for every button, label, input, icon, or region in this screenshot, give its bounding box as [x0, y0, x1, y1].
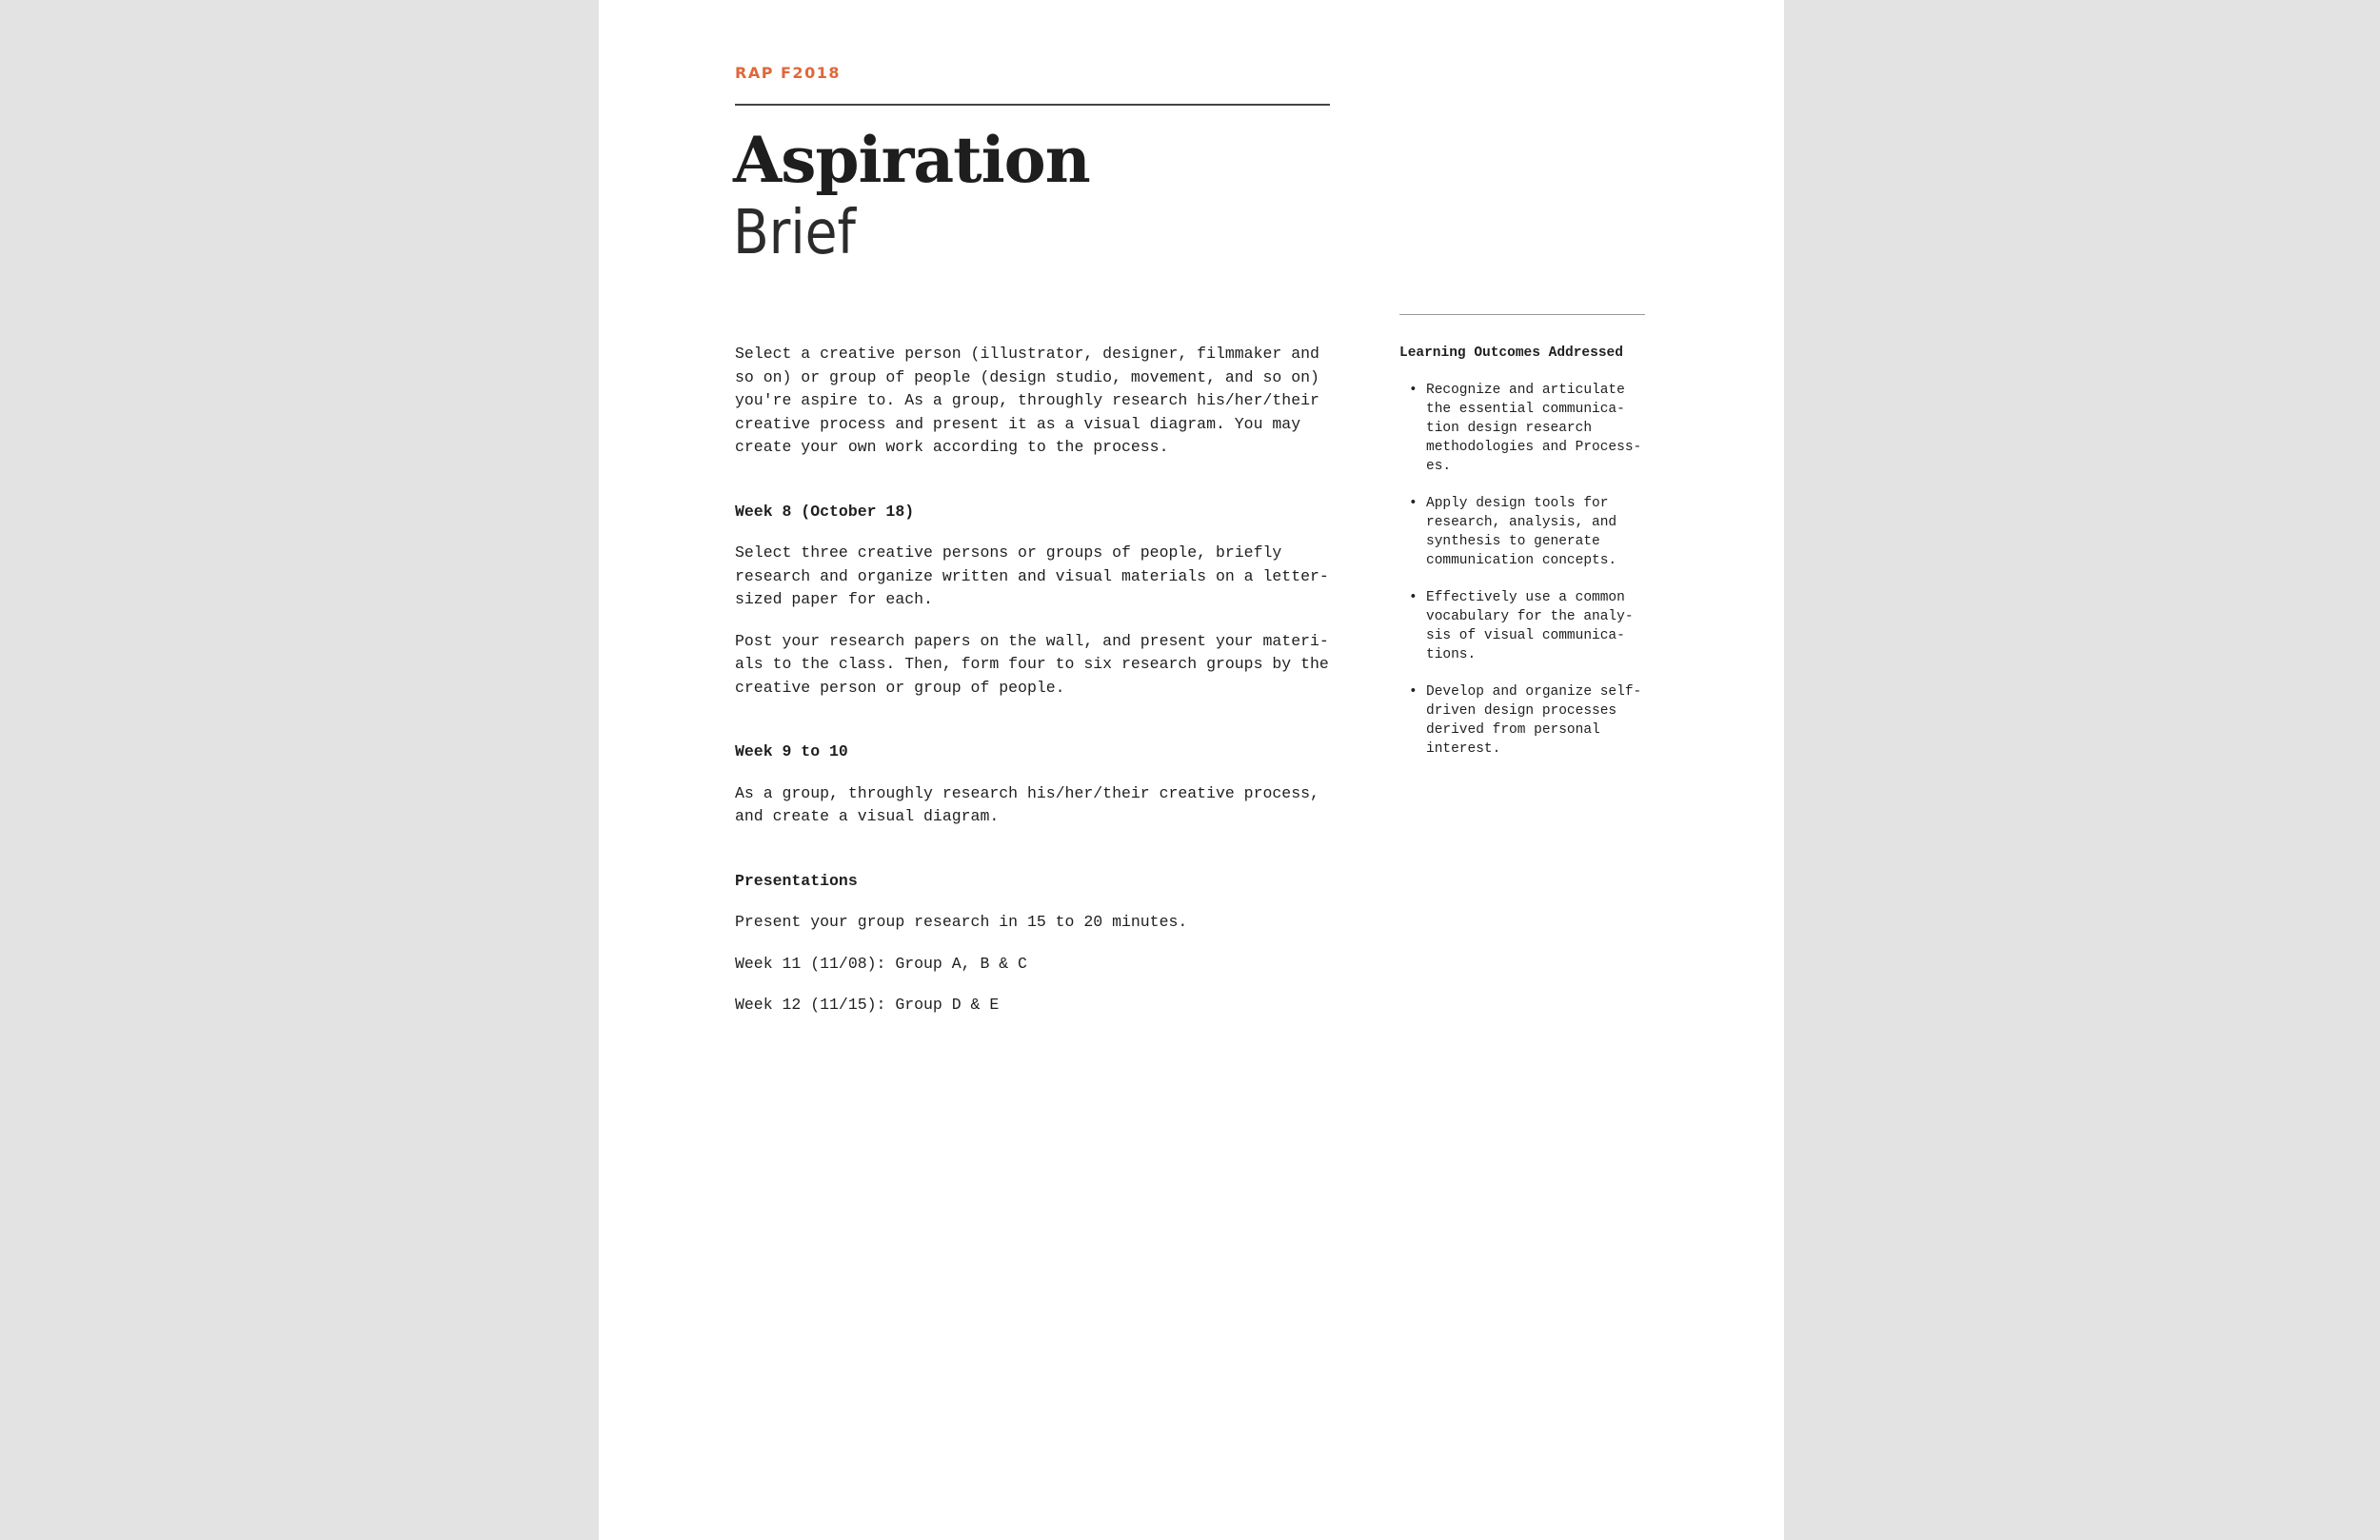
outcome-text: Recognize and articulate the essential communica-tion design research methodologies and Process-es. — [1426, 383, 1642, 474]
bullet-icon: • — [1409, 496, 1418, 511]
intro-paragraph: Select a creative person (illustrator, designer, filmmaker and so on) or group of people (design studio, movement, and so on) you're aspire to. As a group, throughly research his/her/their creative process and present it as a visual diagram. You may create your own work according to the process. — [735, 345, 1319, 456]
outcome-text: Develop and organize self-driven design processes derived from personal interest. — [1426, 684, 1642, 757]
learning-outcomes-sidebar — [1399, 344, 1649, 777]
presentation-week11: Week 11 (11/08): Group A, B & C — [735, 954, 1027, 973]
list-item — [1399, 588, 1645, 664]
presentation-week12: Week 12 (11/15): Group D & E — [735, 996, 1000, 1014]
brief-body — [735, 343, 1335, 1017]
page-subtitle: Brief — [733, 198, 856, 268]
week9-heading: Week 9 to 10 — [735, 742, 848, 760]
bullet-icon: • — [1409, 590, 1418, 605]
document-page — [599, 0, 1784, 1540]
week9-paragraph: As a group, throughly research his/her/their creative process, and create a visual diagram. — [735, 783, 1319, 825]
header-divider — [735, 104, 1330, 106]
outcome-text: Apply design tools for research, analysis, and synthesis to generate communication concepts. — [1426, 496, 1617, 568]
sidebar-divider — [1399, 314, 1645, 315]
sidebar-title: Learning Outcomes Addressed — [1399, 346, 1623, 361]
list-item — [1399, 494, 1645, 570]
outcomes-list — [1399, 381, 1649, 759]
presentations-heading: Presentations — [735, 871, 858, 890]
page-title: Aspiration — [733, 123, 1090, 197]
bullet-icon: • — [1409, 684, 1418, 700]
week8-paragraph-2: Post your research papers on the wall, and present your materi-als to the class. Then, form four to six research groups by the creative person or group of people. — [735, 631, 1329, 697]
outcome-text: Effectively use a common vocabulary for the analy-sis of visual communica-tions. — [1426, 590, 1634, 662]
list-item — [1399, 682, 1645, 759]
week8-heading: Week 8 (October 18) — [735, 502, 915, 521]
week8-paragraph-1: Select three creative persons or groups of people, briefly research and organize written and visual materials on a letter-sized paper for each. — [735, 543, 1329, 608]
presentations-paragraph: Present your group research in 15 to 20 minutes. — [735, 913, 1188, 931]
course-code: RAP F2018 — [735, 64, 841, 82]
list-item — [1399, 381, 1645, 476]
bullet-icon: • — [1409, 383, 1418, 398]
